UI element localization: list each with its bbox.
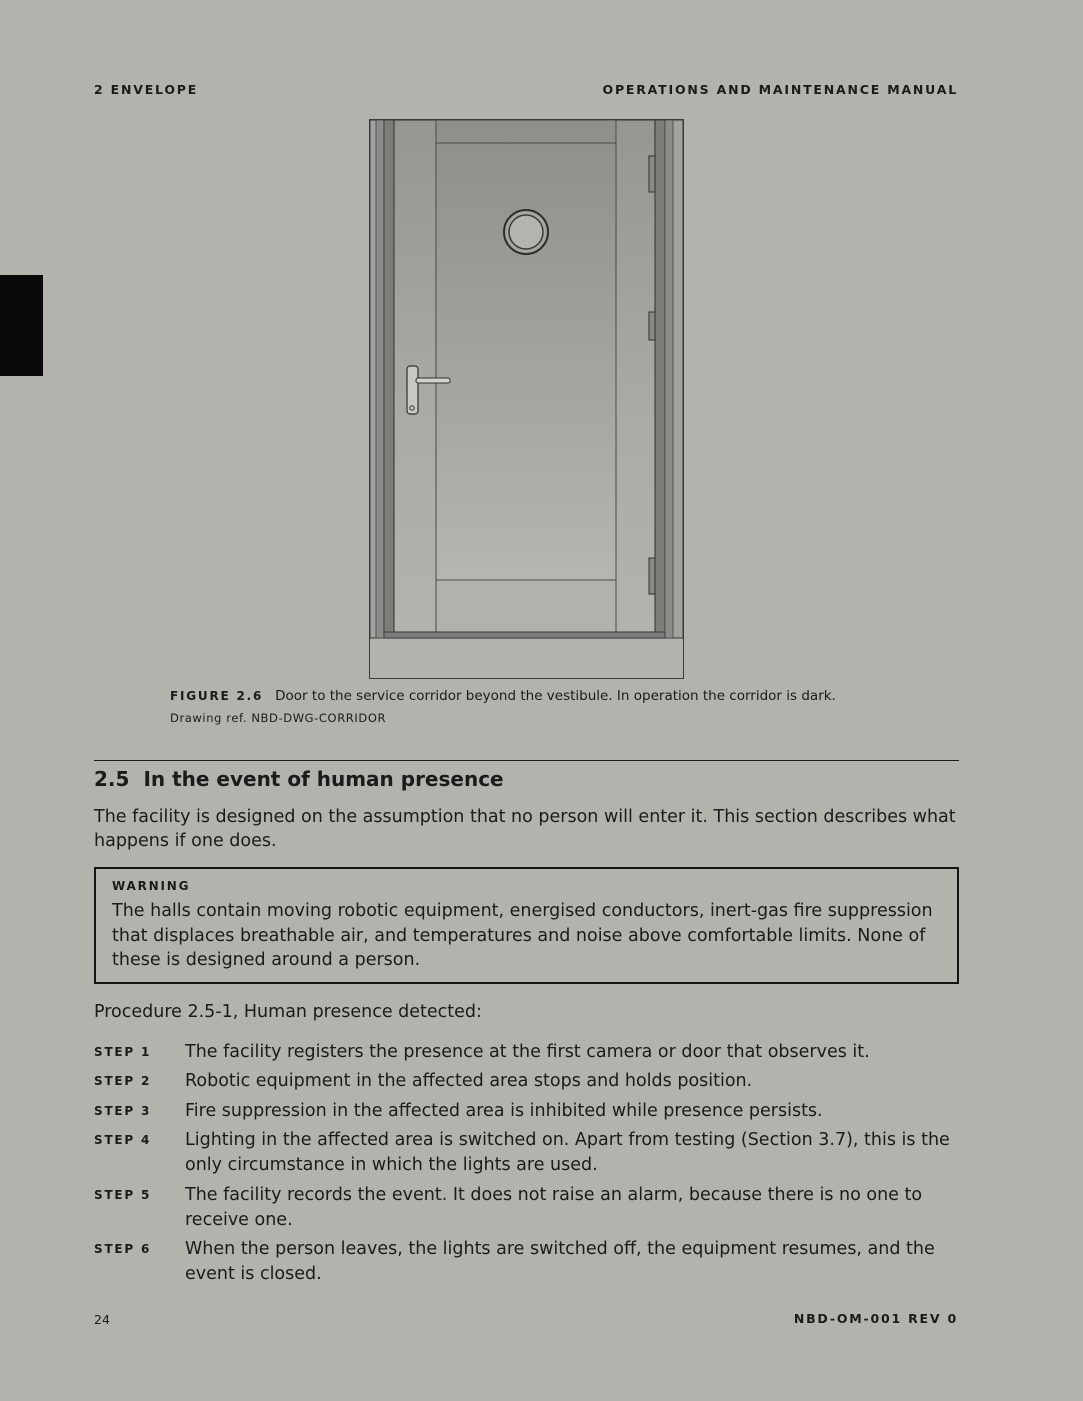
running-header-chapter: 2 ENVELOPE [94,82,199,97]
warning-text: The halls contain moving robotic equipment, energised conductors, inert-gas fire suppression that displaces breathable air, and temperatures and noise above comfortable limits. None of these is designed around a person. [112,901,933,970]
section-intro: The facility is designed on the assumption that no person will enter it. This section describes what happens if one does. [94,807,956,851]
warning-box [94,867,959,984]
procedure-title: Procedure 2.5-1, Human presence detected: [94,1002,482,1022]
step-label: STEP 5 [94,1188,152,1202]
door-drawing-image [370,120,683,678]
section-heading [94,767,504,791]
chapter-tab-marker [0,275,43,376]
section-divider [94,760,959,761]
running-header-manual: OPERATIONS AND MAINTENANCE MANUAL [602,82,958,97]
drawing-reference: Drawing ref. NBD-DWG-CORRIDOR [170,711,387,725]
figure-caption-text: Door to the service corridor beyond the vestibule. In operation the corridor is dark. [275,688,836,704]
step-text: Lighting in the affected area is switched on. Apart from testing (Section 3.7), this is the only circumstance in which the lights are used. [185,1130,950,1175]
step-text: The facility registers the presence at the first camera or door that observes it. [185,1042,870,1062]
step-text: Fire suppression in the affected area is inhibited while presence persists. [185,1101,823,1121]
step-label: STEP 6 [94,1242,152,1256]
step-text: The facility records the event. It does not raise an alarm, because there is no one to receive one. [185,1185,923,1230]
step-label: STEP 3 [94,1104,152,1118]
page-number: 24 [94,1312,110,1327]
warning-label: WARNING [112,879,191,893]
step-label: STEP 4 [94,1133,152,1147]
document-code: NBD-OM-001 REV 0 [793,1311,958,1326]
step-text: Robotic equipment in the affected area stops and holds position. [185,1071,753,1091]
figure-caption [170,688,836,704]
step-label: STEP 1 [94,1045,152,1059]
section-title: In the event of human presence [143,767,504,791]
step-text: When the person leaves, the lights are switched off, the equipment resumes, and the event is closed. [185,1239,935,1284]
door-drawing-figure [369,119,684,679]
section-number: 2.5 [94,767,130,791]
step-label: STEP 2 [94,1074,152,1088]
figure-label: FIGURE 2.6 [170,689,264,703]
